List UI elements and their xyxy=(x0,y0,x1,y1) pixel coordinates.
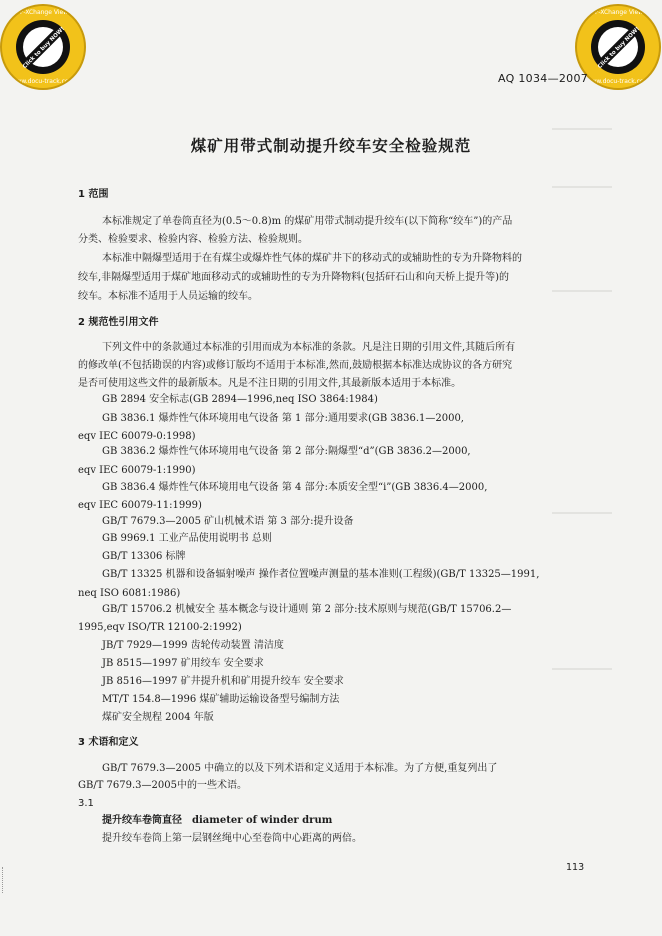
reference-item: GB 9969.1 工业产品使用说明书 总则 xyxy=(102,533,272,544)
clause-number: 3.1 xyxy=(78,798,94,809)
reference-item: GB/T 15706.2 机械安全 基本概念与设计通则 第 2 部分:技术原则与规范(GB/T 15706.2— xyxy=(102,604,512,615)
reference-item: MT/T 154.8—1996 煤矿辅助运输设备型号编制方法 xyxy=(102,694,340,705)
pdf-xchange-stamp-left[interactable] xyxy=(0,4,86,90)
reference-item: GB/T 13306 标牌 xyxy=(102,551,186,562)
reference-item: neq ISO 6081:1986) xyxy=(78,588,181,599)
stamp-center-text: Click to buy NOW! xyxy=(597,26,641,70)
term-entry xyxy=(102,814,332,827)
section-heading: 2 规范性引用文件 xyxy=(78,317,159,328)
document-title: 煤矿用带式制动提升绞车安全检验规范 xyxy=(190,137,472,155)
bleed-through-mark xyxy=(552,186,612,188)
reference-item: GB 3836.1 爆炸性气体环境用电气设备 第 1 部分:通用要求(GB 3836.1—2000, xyxy=(102,413,464,424)
reference-item: 1995,eqv ISO/TR 12100-2:1992) xyxy=(78,622,242,633)
term-english: diameter of winder drum xyxy=(192,815,333,826)
paragraph-line: 本标准中隔爆型适用于在有煤尘或爆炸性气体的煤矿井下的移动式的或辅助性的专为升降物料的 xyxy=(102,253,522,264)
section-heading: 1 范围 xyxy=(78,189,109,200)
bleed-through-mark xyxy=(552,128,612,130)
reference-item: GB/T 13325 机器和设备辐射噪声 操作者位置噪声测量的基本准则(工程级)(GB/T 13325—1991, xyxy=(102,569,540,580)
reference-item: GB 2894 安全标志(GB 2894—1996,neq ISO 3864:1984) xyxy=(102,394,378,405)
stamp-ring-bottom-text: www.docu-track.com xyxy=(11,78,75,85)
paragraph-line: 是否可使用这些文件的最新版本。凡是不注日期的引用文件,其最新版本适用于本标准。 xyxy=(78,378,462,389)
paragraph-line: 绞车。本标准不适用于人员运输的绞车。 xyxy=(78,291,258,302)
bleed-through-mark xyxy=(552,512,612,514)
section-heading: 3 术语和定义 xyxy=(78,737,139,748)
reference-item: GB 3836.4 爆炸性气体环境用电气设备 第 4 部分:本质安全型“i”(GB 3836.4—2000, xyxy=(102,482,488,493)
paragraph-line: GB/T 7679.3—2005中的一些术语。 xyxy=(78,780,247,791)
reference-item: eqv IEC 60079-0:1998) xyxy=(78,431,196,442)
bleed-through-mark xyxy=(552,668,612,670)
reference-item: JB/T 7929—1999 齿轮传动装置 清洁度 xyxy=(102,640,284,651)
reference-item: JB 8515—1997 矿用绞车 安全要求 xyxy=(102,658,264,669)
standard-code: AQ 1034—2007 xyxy=(498,72,589,85)
term-chinese: 提升绞车卷筒直径 xyxy=(102,815,182,826)
paragraph-line: 本标准规定了单卷筒直径为(0.5～0.8)m 的煤矿用带式制动提升绞车(以下简称“绞车”)的产品 xyxy=(102,216,513,227)
reference-item: GB/T 7679.3—2005 矿山机械术语 第 3 部分:提升设备 xyxy=(102,516,354,527)
paragraph-line: 分类、检验要求、检验内容、检验方法、检验规则。 xyxy=(78,234,308,245)
stamp-ring-top-text: PDF-XChange Viewer xyxy=(11,9,75,16)
paragraph-line: GB/T 7679.3—2005 中确立的以及下列术语和定义适用于本标准。为了方便,重复列出了 xyxy=(102,763,498,774)
scan-edge-mark xyxy=(2,867,13,893)
page-number: 113 xyxy=(566,862,585,873)
stamp-ring-bottom-text: www.docu-track.com xyxy=(586,78,650,85)
reference-item: eqv IEC 60079-1:1990) xyxy=(78,465,196,476)
reference-item: 煤矿安全规程 2004 年版 xyxy=(102,712,214,723)
paragraph-line: 绞车,非隔爆型适用于煤矿地面移动式的或辅助性的专为升降物料(包括矸石山和向天桥上提升等)的 xyxy=(78,272,509,283)
term-definition: 提升绞车卷筒上第一层钢丝绳中心至卷筒中心距离的两倍。 xyxy=(102,833,362,844)
paragraph-line: 的修改单(不包括勘误的内容)或修订版均不适用于本标准,然而,鼓励根据本标准达成协议的各方研究 xyxy=(78,360,513,371)
stamp-center-text: Click to buy NOW! xyxy=(22,26,66,70)
stamp-ring-top-text: PDF-XChange Viewer xyxy=(586,9,650,16)
reference-item: eqv IEC 60079-11:1999) xyxy=(78,500,202,511)
bleed-through-mark xyxy=(552,290,612,292)
reference-item: GB 3836.2 爆炸性气体环境用电气设备 第 2 部分:隔爆型“d”(GB 3836.2—2000, xyxy=(102,446,471,457)
reference-item: JB 8516—1997 矿井提升机和矿用提升绞车 安全要求 xyxy=(102,676,344,687)
paragraph-line: 下列文件中的条款通过本标准的引用而成为本标准的条款。凡是注日期的引用文件,其随后所有 xyxy=(102,342,516,353)
